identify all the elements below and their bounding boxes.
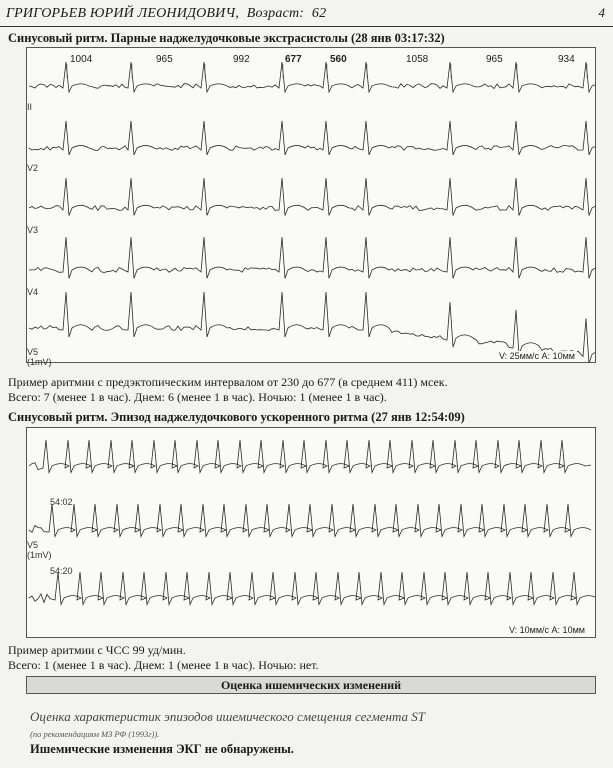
lead-label-v5: V5 bbox=[27, 347, 39, 357]
strip2-scale: V: 10мм/с A: 10мм bbox=[509, 625, 585, 635]
lead-label-v2: V2 bbox=[27, 163, 39, 173]
patient-name: ГРИГОРЬЕВ ЮРИЙ ЛЕОНИДОВИЧ, bbox=[6, 6, 240, 21]
rr-label-4: 677 bbox=[285, 54, 302, 65]
strip2-desc-line2: Всего: 1 (менее 1 в час). Днем: 1 (менее 1 в час). Ночью: нет. bbox=[8, 658, 319, 672]
age-value: 62 bbox=[311, 6, 327, 21]
lead-label-ii: II bbox=[27, 102, 33, 112]
ischemia-section-header: Оценка ишемических изменений bbox=[26, 676, 596, 694]
ischemia-subtitle: Оценка характеристик эпизодов ишемического смещения сегмента ST bbox=[30, 709, 426, 724]
ecg-strip-1-traces bbox=[27, 48, 595, 362]
lead-label-v5-2: V5 bbox=[27, 540, 39, 550]
rr-label-2: 965 bbox=[156, 54, 173, 65]
rr-label-6: 1058 bbox=[406, 54, 429, 65]
strip1-scale: V: 25мм/с A: 10мм bbox=[499, 351, 575, 361]
ecg-trace-strip1-lead-3 bbox=[29, 178, 595, 216]
rr-label-7: 965 bbox=[486, 54, 503, 65]
ecg-trace-strip1-lead-4 bbox=[29, 237, 595, 278]
time-label-1: 54:02 bbox=[50, 497, 73, 507]
lead-label-v3: V3 bbox=[27, 225, 39, 235]
ecg-strip-1 bbox=[26, 47, 596, 363]
patient-header bbox=[6, 6, 326, 22]
ischemia-note: (по рекомендациям МЗ РФ (1993г)). bbox=[30, 729, 160, 739]
ecg-trace-strip2-row-1 bbox=[29, 440, 591, 473]
time-label-2: 54:20 bbox=[50, 566, 73, 576]
ecg-strip-2-traces bbox=[27, 428, 595, 637]
header-divider bbox=[0, 26, 613, 27]
strip2-title: Синусовый ритм. Эпизод наджелудочкового ускоренного ритма (27 янв 12:54:09) bbox=[8, 410, 465, 424]
strip1-desc-line1: Пример аритмии с предэктопическим интервалом от 230 до 677 (в среднем 411) мсек. bbox=[8, 375, 448, 389]
ecg-trace-strip1-lead-2 bbox=[29, 121, 595, 155]
rr-label-1: 1004 bbox=[70, 54, 93, 65]
rr-label-5: 560 bbox=[330, 54, 347, 65]
strip1-desc-line2: Всего: 7 (менее 1 в час). Днем: 6 (менее 1 в час). Ночью: 1 (менее 1 в час). bbox=[8, 390, 387, 404]
lead-unit-label-2: (1mV) bbox=[27, 550, 52, 560]
lead-label-v4: V4 bbox=[27, 287, 39, 297]
ecg-trace-strip1-lead-1 bbox=[29, 62, 595, 92]
rr-label-3: 992 bbox=[233, 54, 250, 65]
ischemia-conclusion: Ишемические изменения ЭКГ не обнаружены. bbox=[30, 742, 294, 756]
ecg-trace-strip2-row-3 bbox=[29, 572, 595, 605]
ecg-trace-strip2-row-2 bbox=[29, 504, 591, 537]
strip1-title: Синусовый ритм. Парные наджелудочковые экстрасистолы (28 янв 03:17:32) bbox=[8, 31, 445, 45]
page-number: 4 bbox=[598, 5, 605, 20]
age-label: Возраст: bbox=[246, 6, 305, 21]
lead-unit-label: (1mV) bbox=[27, 357, 52, 367]
rr-label-8: 934 bbox=[558, 54, 575, 65]
strip2-desc-line1: Пример аритмии с ЧСС 99 уд/мин. bbox=[8, 643, 186, 657]
ecg-strip-2 bbox=[26, 427, 596, 638]
